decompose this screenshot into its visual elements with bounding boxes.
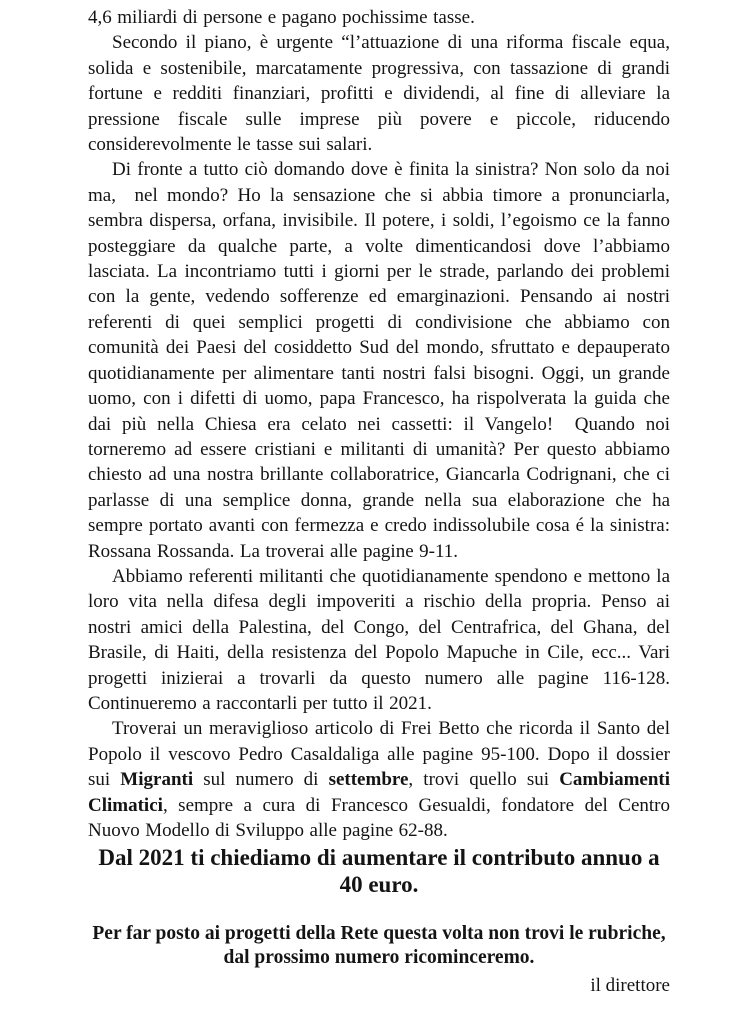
bold-run-settembre: settembre (328, 769, 409, 791)
rubrics-notice: Per far posto ai progetti della Rete questa volta non trovi le rubriche, dal prossimo numero ricominceremo. (92, 923, 666, 969)
director-signature: il direttore (590, 975, 670, 997)
bold-run-migranti: Migranti (120, 769, 194, 791)
text-run: sul numero di (193, 769, 329, 791)
paragraph-referenti: Abbiamo referenti militanti che quotidianamente spendono e mettono la loro vita nella difesa degli impoveriti a rischio della propria. Penso ai nostri amici della Palestina, del Congo, del Centrafrica, del Ghana, del Brasile, di Haiti, della resistenza del Popolo Mapuche in Cile, ecc... Vari progetti inizierai a trovarli da questo numero alle pagine 116-128. Continueremo a raccontarli per tutto il 2021. (88, 565, 670, 714)
paragraph-sinistra: Di fronte a tutto ciò domando dove è finita la sinistra? Non solo da noi ma, nel mondo? Ho la sensazione che si abbia timore a pronunciarla, sembra dispersa, orfana, invisibile. Il potere, i soldi, l’egoismo ce la fanno posteggiare da qualche parte, a volte dimenticandosi dove l’abbiamo lasciata. La incontriamo tutti i giorni per le strade, parlando dei problemi con la gente, vedendo sofferenze ed emarginazioni. Pensando ai nostri referenti di quei semplici progetti di condivisione che abbiamo con comunità dei Paesi del cosiddetto Sud del mondo, sfruttato e depauperato quotidianamente per alimentare tanti nostri falsi bisogni. Oggi, un grande uomo, con i difetti di uomo, papa Francesco, ha rispolverata la guida che dai più nella Chiesa era celato nei cassetti: il Vangelo! Quando noi torneremo ad essere cristiani e militanti di umanità? Per questo abbiamo chiesto ad una nostra brillante collaboratrice, Giancarla Codrignani, che ci parlasse di una semplice donna, grande nella sua elaborazione che ha sempre portato avanti con fermezza e credo indissolubile cosa é la sinistra: Rossana Rossanda. La troverai alle pagine 9-11. (88, 159, 670, 562)
paragraph-continuation: 4,6 miliardi di persone e pagano pochissime tasse. (88, 7, 475, 28)
contribution-appeal: Dal 2021 ti chiediamo di aumentare il contributo annuo a 40 euro. (98, 845, 660, 897)
text-run: , trovi quello sui (408, 769, 560, 791)
text-run: , sempre a cura di Francesco Gesualdi, fondatore del Centro Nuovo Modello di Sviluppo alle pagine 62-88. (88, 794, 670, 841)
editorial-body (88, 5, 670, 843)
paragraph-dossier (88, 716, 670, 843)
paragraph-fiscal-reform: Secondo il piano, è urgente “l’attuazione di una riforma fiscale equa, solida e sostenibile, marcatamente progressiva, con tassazione di grandi fortune e redditi finanziari, profitti e dividendi, al fine di alleviare la pressione fiscale sulle imprese più povere e piccole, riducendo considerevolmente le tasse sui salari. (88, 32, 670, 156)
bold-run-cambiamenti-climatici: Cambiamenti Climatici (88, 769, 671, 816)
text-run: Troverai un meraviglioso articolo di Frei Betto che ricorda il Santo del Popolo il vescovo Pedro Casaldaliga alle pagine 95-100. Dopo il dossier sui (88, 718, 670, 791)
